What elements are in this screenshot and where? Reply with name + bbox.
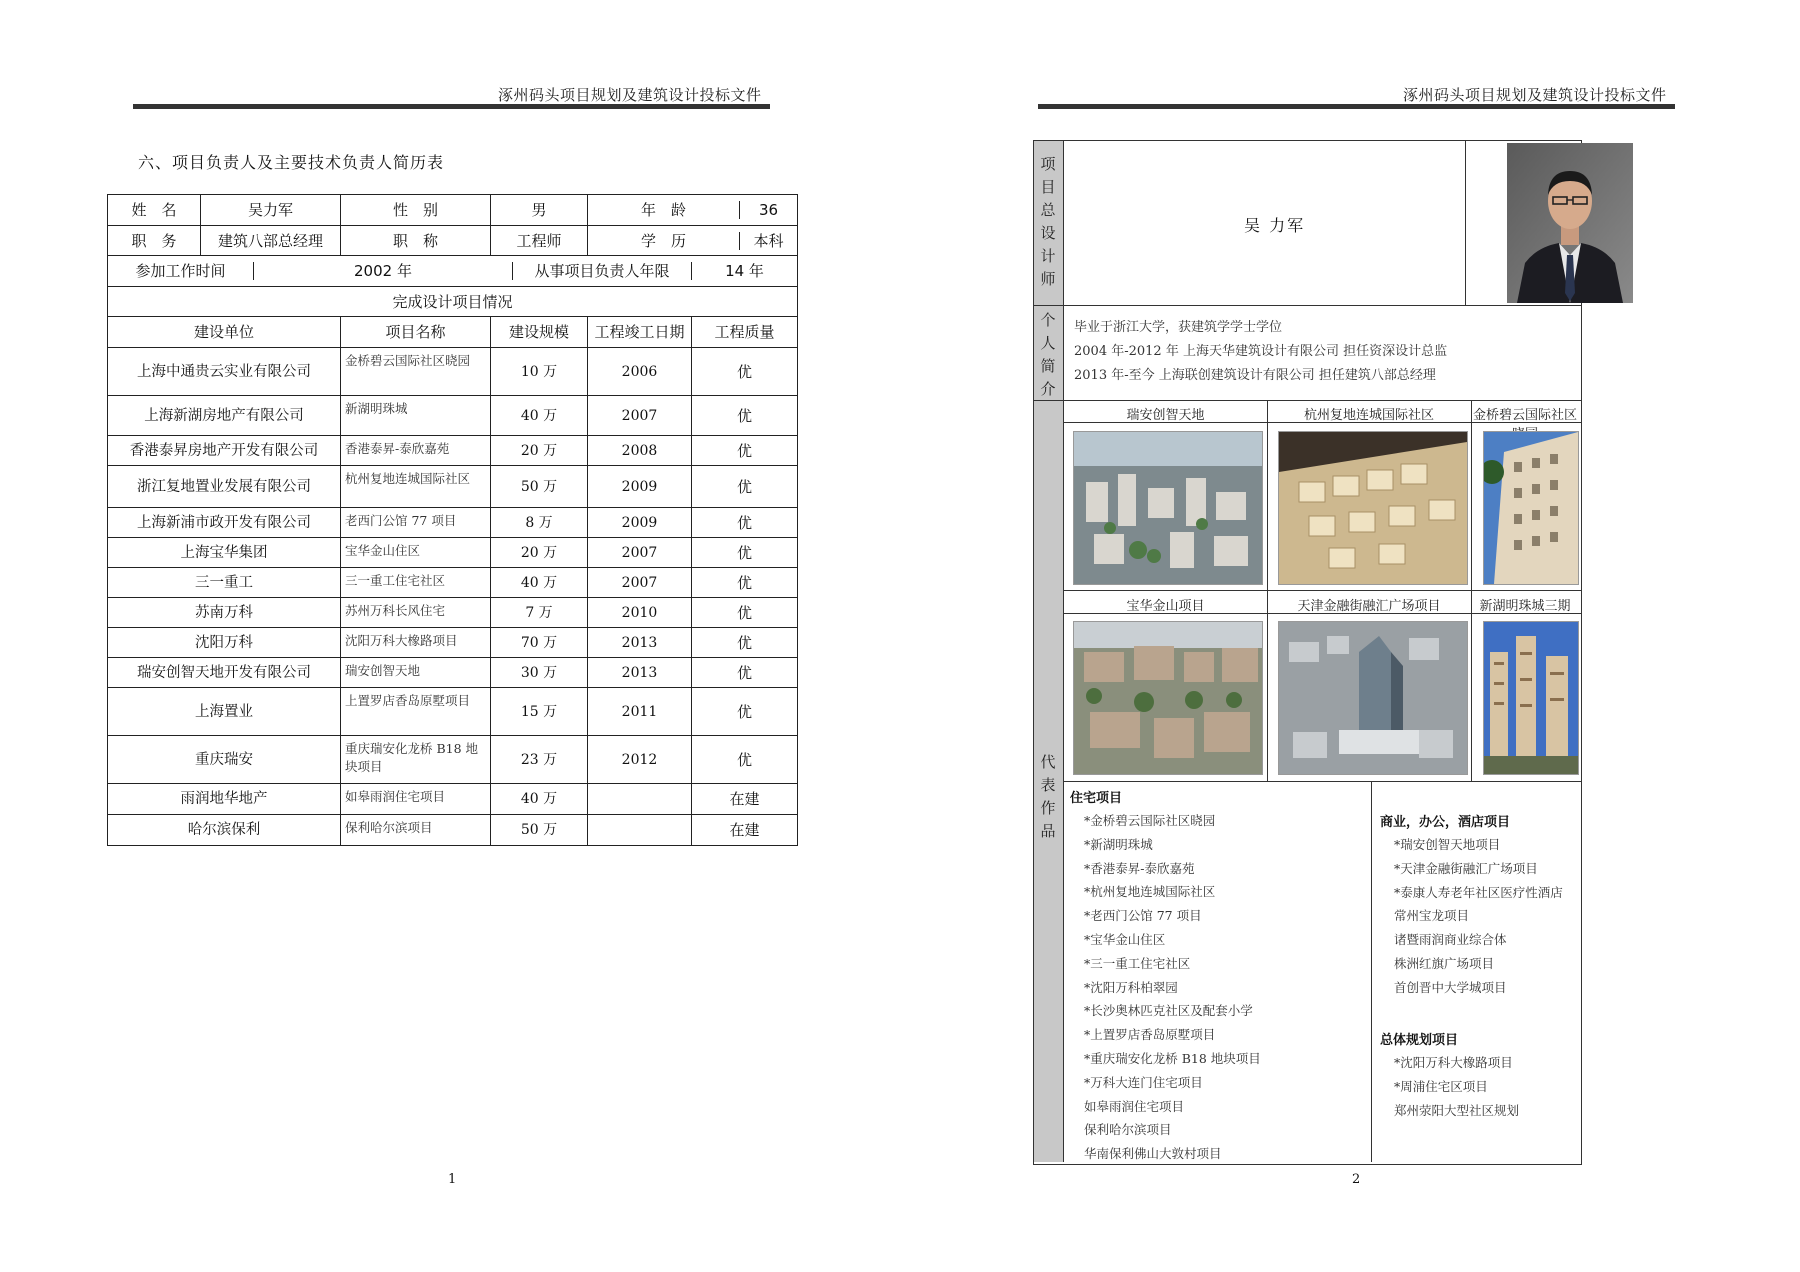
list-item: *新湖明珠城: [1084, 836, 1153, 852]
cell-unit: 上海宝华集团: [108, 538, 341, 568]
cell-scale: 15 万: [491, 688, 588, 736]
cell-scale: 40 万: [491, 568, 588, 598]
cell-project: 重庆瑞安化龙桥 B18 地块项目: [341, 736, 491, 784]
cell-year: 2007: [588, 568, 692, 598]
cell-year: 2007: [588, 396, 692, 436]
cell-unit: 上海新湖房地产有限公司: [108, 396, 341, 436]
cell-scale: 20 万: [491, 436, 588, 466]
list-item: *泰康人寿老年社区医疗性酒店: [1394, 884, 1563, 900]
cell-quality: 优: [692, 628, 798, 658]
years-label: 从事项目负责人年限: [513, 262, 692, 280]
col-project: 项目名称: [341, 317, 491, 348]
cell-year: 2009: [588, 508, 692, 538]
cell-unit: 上海置业: [108, 688, 341, 736]
table-row: [108, 658, 798, 688]
row-divider: [1034, 305, 1581, 306]
table-row: [108, 348, 798, 396]
planning-heading: 总体规划项目: [1380, 1033, 1459, 1048]
list-item: 株洲红旗广场项目: [1394, 956, 1495, 971]
age-cell: [588, 195, 798, 226]
cell-unit: 沈阳万科: [108, 628, 341, 658]
page-number: 2: [1352, 1172, 1361, 1187]
label-char: 项: [1040, 155, 1056, 173]
list-item: *金桥碧云国际社区晓园: [1084, 813, 1216, 828]
gender-label: 性 别: [341, 195, 491, 226]
work-years-cell: [108, 256, 798, 287]
tower-render-icon: [1278, 621, 1468, 775]
cell-quality: 优: [692, 508, 798, 538]
cell-unit: 瑞安创智天地开发有限公司: [108, 658, 341, 688]
cell-unit: 香港泰昇房地产开发有限公司: [108, 436, 341, 466]
row-divider: [1064, 590, 1581, 591]
list-divider: [1371, 781, 1372, 1162]
table-row: [108, 815, 798, 846]
cell-project: 三一重工住宅社区: [341, 568, 491, 598]
label-char: 师: [1040, 270, 1056, 288]
list-item: *杭州复地连城国际社区: [1084, 884, 1216, 900]
list-item: *周浦住宅区项目: [1394, 1078, 1488, 1094]
page-right: [900, 0, 1800, 1272]
cell-year: 2012: [588, 736, 692, 784]
header-title: 涿州码头项目规划及建筑设计投标文件: [498, 86, 762, 104]
cell-unit: 哈尔滨保利: [108, 815, 341, 846]
row-divider: [1034, 400, 1581, 401]
architectural-model-icon: [1278, 431, 1468, 585]
cell-year: 2013: [588, 628, 692, 658]
position-label: 职 务: [108, 226, 201, 256]
label-char: 品: [1040, 822, 1056, 840]
cell-project: 瑞安创智天地: [341, 658, 491, 688]
list-item: 如皋雨润住宅项目: [1084, 1098, 1185, 1114]
cell-year: [588, 784, 692, 815]
label-char: 计: [1040, 247, 1056, 265]
list-item: *老西门公馆 77 项目: [1084, 908, 1202, 924]
cell-quality: 优: [692, 348, 798, 396]
section-label: 完成设计项目情况: [108, 287, 798, 317]
cell-quality: 优: [692, 466, 798, 508]
position-value: 建筑八部总经理: [201, 226, 341, 256]
cell-quality: 优: [692, 396, 798, 436]
cell-project: 上置罗店香岛原墅项目: [341, 688, 491, 736]
bio-line: 毕业于浙江大学，获建筑学学士学位: [1074, 320, 1283, 335]
gender-value: 男: [491, 195, 588, 226]
age-label: 年 龄: [588, 201, 740, 219]
table-row: [108, 628, 798, 658]
label-designer: [1034, 153, 1062, 291]
label-designer-text: [1034, 153, 1062, 291]
cell-quality: 优: [692, 688, 798, 736]
cell-project: 杭州复地连城国际社区: [341, 466, 491, 508]
cell-quality: 优: [692, 736, 798, 784]
gallery-caption: 新湖明珠城三期: [1479, 599, 1571, 614]
label-char: 目: [1040, 178, 1056, 196]
cell-year: 2007: [588, 538, 692, 568]
cell-scale: 7 万: [491, 598, 588, 628]
cell-unit: 雨润地华地产: [108, 784, 341, 815]
cv-frame: [1033, 140, 1582, 1165]
cell-quality: 优: [692, 568, 798, 598]
label-bio-text: [1034, 309, 1062, 401]
gallery-caption: 天津金融街融汇广场项目: [1297, 599, 1441, 614]
label-char: 简: [1040, 357, 1056, 375]
cell-year: [588, 815, 692, 846]
table-row: [108, 598, 798, 628]
resume-table: [107, 194, 798, 846]
label-char: 介: [1040, 380, 1056, 398]
years-value: 14 年: [725, 262, 764, 280]
cell-scale: 8 万: [491, 508, 588, 538]
cell-unit: 浙江复地置业发展有限公司: [108, 466, 341, 508]
gallery-divider: [1267, 400, 1268, 781]
work-start-value: 2002 年: [254, 262, 513, 280]
list-item: *上置罗店香岛原墅项目: [1084, 1027, 1216, 1043]
table-row: [108, 396, 798, 436]
label-column: [1034, 141, 1064, 1162]
residential-render-icon: [1073, 621, 1263, 775]
bio-line: 2013 年-至今 上海联创建筑设计有限公司 担任建筑八部总经理: [1074, 368, 1436, 383]
designer-name: 吴 力军: [1244, 216, 1306, 235]
gallery-caption: 宝华金山项目: [1126, 599, 1205, 614]
cell-scale: 23 万: [491, 736, 588, 784]
list-item: 保利哈尔滨项目: [1084, 1122, 1172, 1138]
name-label: 姓 名: [108, 195, 201, 226]
cell-unit: 苏南万科: [108, 598, 341, 628]
table-row: [108, 508, 798, 538]
designer-photo: [1507, 143, 1633, 303]
cell-project: 苏州万科长风住宅: [341, 598, 491, 628]
cell-quality: 优: [692, 538, 798, 568]
label-char: 个: [1040, 311, 1056, 329]
name-value: 吴力军: [201, 195, 341, 226]
col-quality: 工程质量: [692, 317, 798, 348]
col-unit: 建设单位: [108, 317, 341, 348]
edu-label: 学 历: [588, 232, 740, 250]
cell-scale: 30 万: [491, 658, 588, 688]
cell-unit: 重庆瑞安: [108, 736, 341, 784]
work-start-label: 参加工作时间: [108, 262, 254, 280]
age-value: 36: [758, 201, 779, 219]
section-title: 六、项目负责人及主要技术负责人简历表: [138, 153, 445, 172]
cell-quality: 在建: [692, 815, 798, 846]
cell-project: 老西门公馆 77 项目: [341, 508, 491, 538]
table-row: [108, 784, 798, 815]
list-item: *沈阳万科柏翠园: [1084, 979, 1178, 995]
residential-heading: 住宅项目: [1070, 791, 1123, 806]
apartment-facade-icon: [1483, 431, 1579, 585]
cell-scale: 70 万: [491, 628, 588, 658]
cell-scale: 50 万: [491, 466, 588, 508]
list-item: *万科大连门住宅项目: [1084, 1074, 1203, 1090]
table-row: [108, 466, 798, 508]
table-row: [108, 568, 798, 598]
label-char: 代: [1040, 753, 1056, 771]
cell-quality: 优: [692, 658, 798, 688]
edu-cell: [588, 226, 798, 256]
label-char: 人: [1040, 334, 1056, 352]
cell-unit: 上海中通贵云实业有限公司: [108, 348, 341, 396]
label-bio: [1034, 309, 1062, 401]
label-char: 总: [1040, 201, 1056, 219]
header-rule: [133, 104, 770, 109]
list-item: *香港泰昇-泰欣嘉苑: [1084, 860, 1195, 876]
list-item: *重庆瑞安化龙桥 B18 地块项目: [1084, 1051, 1261, 1066]
gallery-divider: [1471, 400, 1472, 781]
label-char: 表: [1040, 776, 1056, 794]
col-scale: 建设规模: [491, 317, 588, 348]
bio-line: 2004 年-2012 年 上海天华建筑设计有限公司 担任资深设计总监: [1074, 344, 1448, 359]
cell-project: 沈阳万科大橡路项目: [341, 628, 491, 658]
page-number: 1: [448, 1172, 457, 1187]
highrise-render-icon: [1483, 621, 1579, 775]
list-item: *沈阳万科大橡路项目: [1394, 1055, 1513, 1070]
cell-project: 如皋雨润住宅项目: [341, 784, 491, 815]
cell-project: 宝华金山住区: [341, 538, 491, 568]
list-item: 华南保利佛山大敦村项目: [1084, 1146, 1222, 1162]
cell-year: 2013: [588, 658, 692, 688]
cell-project: 保利哈尔滨项目: [341, 815, 491, 846]
cell-unit: 三一重工: [108, 568, 341, 598]
list-item: *长沙奥林匹克社区及配套小学: [1084, 1003, 1253, 1019]
cell-year: 2010: [588, 598, 692, 628]
list-item: 诸暨雨润商业综合体: [1394, 932, 1507, 948]
label-works-text: [1034, 751, 1062, 843]
aerial-city-render-icon: [1073, 431, 1263, 585]
table-row: [108, 538, 798, 568]
cell-project: 新湖明珠城: [341, 396, 491, 436]
cell-quality: 优: [692, 598, 798, 628]
list-item: 常州宝龙项目: [1394, 908, 1470, 924]
list-item: *三一重工住宅社区: [1084, 955, 1191, 971]
table-row: [108, 736, 798, 784]
gallery-caption: 金桥碧云国际社区: [1472, 408, 1577, 423]
cell-year: 2008: [588, 436, 692, 466]
list-item: *瑞安创智天地项目: [1394, 837, 1501, 852]
cell-scale: 20 万: [491, 538, 588, 568]
list-item: *宝华金山住区: [1084, 932, 1166, 947]
edu-value: 本科: [753, 231, 784, 250]
title-value: 工程师: [491, 226, 588, 256]
cell-year: 2011: [588, 688, 692, 736]
cell-scale: 50 万: [491, 815, 588, 846]
commercial-heading: 商业，办公，酒店项目: [1380, 815, 1511, 830]
cell-quality: 优: [692, 436, 798, 466]
list-item: *天津金融街融汇广场项目: [1394, 860, 1538, 876]
label-char: 作: [1040, 799, 1056, 817]
cell-unit: 上海新浦市政开发有限公司: [108, 508, 341, 538]
table-row: [108, 688, 798, 736]
header-rule: [1038, 104, 1675, 109]
label-char: 设: [1040, 224, 1056, 242]
list-item: 郑州荥阳大型社区规划: [1394, 1102, 1520, 1118]
cell-year: 2006: [588, 348, 692, 396]
row-divider: [1064, 781, 1581, 782]
cell-year: 2009: [588, 466, 692, 508]
header-title: 涿州码头项目规划及建筑设计投标文件: [1403, 86, 1667, 104]
label-works: [1034, 751, 1062, 843]
table-row: [108, 436, 798, 466]
cell-scale: 40 万: [491, 396, 588, 436]
cell-project: 金桥碧云国际社区晓园: [341, 348, 491, 396]
photo-divider: [1465, 141, 1466, 305]
cell-project: 香港泰昇-泰欣嘉苑: [341, 436, 491, 466]
gallery-caption: 瑞安创智天地: [1126, 408, 1205, 423]
gallery-caption: 杭州复地连城国际社区: [1303, 408, 1434, 423]
title-label: 职 称: [341, 226, 491, 256]
cell-scale: 40 万: [491, 784, 588, 815]
cell-scale: 10 万: [491, 348, 588, 396]
list-item: 首创晋中大学城项目: [1394, 979, 1507, 995]
col-year: 工程竣工日期: [588, 317, 692, 348]
cell-quality: 在建: [692, 784, 798, 815]
